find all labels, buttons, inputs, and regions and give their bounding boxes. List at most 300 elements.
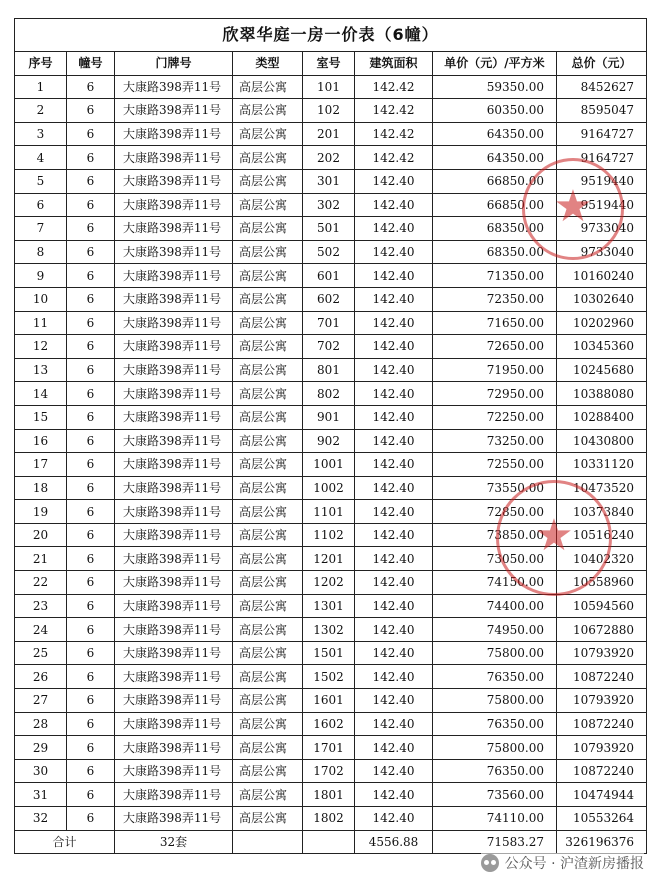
cell-room: 701 <box>303 311 355 335</box>
table-row <box>15 335 647 359</box>
table-row <box>15 122 647 146</box>
table-row <box>15 807 647 831</box>
watermark <box>481 853 644 873</box>
cell-seq: 12 <box>15 335 67 359</box>
cell-room: 1502 <box>303 665 355 689</box>
cell-building: 6 <box>67 193 115 217</box>
cell-address: 大康路398弄11号 <box>115 146 233 170</box>
cell-address: 大康路398弄11号 <box>115 122 233 146</box>
cell-building: 6 <box>67 689 115 713</box>
cell-type: 高层公寓 <box>233 311 303 335</box>
col-header-room: 室号 <box>303 52 355 76</box>
cell-building: 6 <box>67 217 115 241</box>
footer-area: 4556.88 <box>355 830 433 854</box>
cell-type: 高层公寓 <box>233 169 303 193</box>
cell-seq: 5 <box>15 169 67 193</box>
table-title: 欣翠华庭一房一价表（6幢） <box>15 19 647 52</box>
cell-room: 1201 <box>303 547 355 571</box>
cell-total-price: 8595047 <box>557 99 647 123</box>
cell-area: 142.42 <box>355 146 433 170</box>
cell-total-price: 10872240 <box>557 665 647 689</box>
cell-address: 大康路398弄11号 <box>115 429 233 453</box>
watermark-text: 公众号 · 沪渣新房播报 <box>504 856 644 872</box>
cell-total-price: 8452627 <box>557 75 647 99</box>
cell-address: 大康路398弄11号 <box>115 571 233 595</box>
cell-room: 501 <box>303 217 355 241</box>
cell-address: 大康路398弄11号 <box>115 287 233 311</box>
cell-building: 6 <box>67 240 115 264</box>
cell-seq: 15 <box>15 405 67 429</box>
cell-area: 142.42 <box>355 75 433 99</box>
cell-unit-price: 60350.00 <box>433 99 557 123</box>
cell-room: 901 <box>303 405 355 429</box>
footer-empty <box>303 830 355 854</box>
cell-building: 6 <box>67 641 115 665</box>
cell-area: 142.40 <box>355 382 433 406</box>
cell-total-price: 10872240 <box>557 759 647 783</box>
cell-seq: 1 <box>15 75 67 99</box>
cell-address: 大康路398弄11号 <box>115 641 233 665</box>
footer-empty <box>233 830 303 854</box>
cell-type: 高层公寓 <box>233 500 303 524</box>
cell-unit-price: 74110.00 <box>433 807 557 831</box>
cell-address: 大康路398弄11号 <box>115 618 233 642</box>
cell-unit-price: 64350.00 <box>433 146 557 170</box>
cell-building: 6 <box>67 122 115 146</box>
cell-building: 6 <box>67 311 115 335</box>
cell-building: 6 <box>67 783 115 807</box>
cell-unit-price: 71650.00 <box>433 311 557 335</box>
cell-unit-price: 68350.00 <box>433 217 557 241</box>
col-header-total-price: 总价（元） <box>557 52 647 76</box>
cell-type: 高层公寓 <box>233 382 303 406</box>
table-row <box>15 169 647 193</box>
cell-unit-price: 59350.00 <box>433 75 557 99</box>
cell-unit-price: 74400.00 <box>433 594 557 618</box>
cell-unit-price: 73050.00 <box>433 547 557 571</box>
cell-seq: 26 <box>15 665 67 689</box>
cell-address: 大康路398弄11号 <box>115 193 233 217</box>
cell-seq: 6 <box>15 193 67 217</box>
cell-area: 142.40 <box>355 736 433 760</box>
cell-address: 大康路398弄11号 <box>115 358 233 382</box>
cell-address: 大康路398弄11号 <box>115 311 233 335</box>
cell-building: 6 <box>67 500 115 524</box>
cell-unit-price: 74150.00 <box>433 571 557 595</box>
cell-room: 102 <box>303 99 355 123</box>
cell-total-price: 10160240 <box>557 264 647 288</box>
table-row <box>15 146 647 170</box>
cell-building: 6 <box>67 807 115 831</box>
cell-building: 6 <box>67 335 115 359</box>
cell-address: 大康路398弄11号 <box>115 736 233 760</box>
table-row <box>15 429 647 453</box>
cell-type: 高层公寓 <box>233 547 303 571</box>
star-seal-icon: ★ <box>522 158 624 260</box>
cell-address: 大康路398弄11号 <box>115 594 233 618</box>
cell-type: 高层公寓 <box>233 146 303 170</box>
table-row <box>15 311 647 335</box>
table-row <box>15 217 647 241</box>
cell-type: 高层公寓 <box>233 523 303 547</box>
cell-area: 142.40 <box>355 476 433 500</box>
table-row <box>15 618 647 642</box>
cell-total-price: 9164727 <box>557 146 647 170</box>
cell-type: 高层公寓 <box>233 618 303 642</box>
cell-unit-price: 68350.00 <box>433 240 557 264</box>
cell-building: 6 <box>67 358 115 382</box>
table-row <box>15 405 647 429</box>
cell-area: 142.40 <box>355 571 433 595</box>
cell-unit-price: 72950.00 <box>433 382 557 406</box>
cell-seq: 9 <box>15 264 67 288</box>
table-row <box>15 500 647 524</box>
price-table <box>14 18 647 854</box>
cell-room: 1701 <box>303 736 355 760</box>
footer-count: 32套 <box>115 830 233 854</box>
cell-building: 6 <box>67 429 115 453</box>
cell-area: 142.40 <box>355 807 433 831</box>
cell-total-price: 10373840 <box>557 500 647 524</box>
cell-seq: 32 <box>15 807 67 831</box>
cell-address: 大康路398弄11号 <box>115 169 233 193</box>
cell-total-price: 10202960 <box>557 311 647 335</box>
cell-area: 142.40 <box>355 169 433 193</box>
cell-address: 大康路398弄11号 <box>115 217 233 241</box>
cell-seq: 19 <box>15 500 67 524</box>
cell-type: 高层公寓 <box>233 759 303 783</box>
cell-room: 1002 <box>303 476 355 500</box>
cell-total-price: 10872240 <box>557 712 647 736</box>
cell-total-price: 10388080 <box>557 382 647 406</box>
cell-total-price: 10793920 <box>557 641 647 665</box>
footer-row <box>15 830 647 854</box>
cell-seq: 25 <box>15 641 67 665</box>
cell-room: 1602 <box>303 712 355 736</box>
cell-unit-price: 73550.00 <box>433 476 557 500</box>
table-row <box>15 571 647 595</box>
cell-address: 大康路398弄11号 <box>115 405 233 429</box>
cell-area: 142.40 <box>355 193 433 217</box>
cell-unit-price: 71350.00 <box>433 264 557 288</box>
cell-building: 6 <box>67 169 115 193</box>
cell-building: 6 <box>67 75 115 99</box>
cell-seq: 30 <box>15 759 67 783</box>
cell-unit-price: 72850.00 <box>433 500 557 524</box>
cell-building: 6 <box>67 759 115 783</box>
cell-total-price: 9519440 <box>557 193 647 217</box>
cell-building: 6 <box>67 264 115 288</box>
cell-total-price: 10245680 <box>557 358 647 382</box>
price-sheet <box>14 18 646 854</box>
cell-seq: 3 <box>15 122 67 146</box>
table-row <box>15 75 647 99</box>
cell-unit-price: 73250.00 <box>433 429 557 453</box>
cell-total-price: 10672880 <box>557 618 647 642</box>
cell-building: 6 <box>67 736 115 760</box>
cell-address: 大康路398弄11号 <box>115 547 233 571</box>
cell-seq: 23 <box>15 594 67 618</box>
cell-total-price: 10594560 <box>557 594 647 618</box>
table-row <box>15 759 647 783</box>
col-header-building: 幢号 <box>67 52 115 76</box>
cell-type: 高层公寓 <box>233 476 303 500</box>
cell-total-price: 9733040 <box>557 217 647 241</box>
cell-unit-price: 76350.00 <box>433 712 557 736</box>
cell-total-price: 10402320 <box>557 547 647 571</box>
cell-room: 302 <box>303 193 355 217</box>
cell-address: 大康路398弄11号 <box>115 99 233 123</box>
cell-seq: 21 <box>15 547 67 571</box>
cell-seq: 8 <box>15 240 67 264</box>
cell-building: 6 <box>67 405 115 429</box>
cell-room: 1601 <box>303 689 355 713</box>
cell-area: 142.40 <box>355 240 433 264</box>
cell-address: 大康路398弄11号 <box>115 523 233 547</box>
cell-unit-price: 72650.00 <box>433 335 557 359</box>
cell-seq: 2 <box>15 99 67 123</box>
table-row <box>15 99 647 123</box>
cell-unit-price: 76350.00 <box>433 759 557 783</box>
cell-seq: 14 <box>15 382 67 406</box>
cell-room: 1302 <box>303 618 355 642</box>
cell-room: 801 <box>303 358 355 382</box>
cell-building: 6 <box>67 453 115 477</box>
table-row <box>15 240 647 264</box>
cell-area: 142.40 <box>355 641 433 665</box>
cell-type: 高层公寓 <box>233 287 303 311</box>
cell-building: 6 <box>67 382 115 406</box>
cell-unit-price: 75800.00 <box>433 641 557 665</box>
cell-area: 142.40 <box>355 547 433 571</box>
cell-type: 高层公寓 <box>233 335 303 359</box>
cell-room: 1102 <box>303 523 355 547</box>
cell-address: 大康路398弄11号 <box>115 500 233 524</box>
cell-total-price: 10288400 <box>557 405 647 429</box>
cell-area: 142.40 <box>355 358 433 382</box>
table-row <box>15 641 647 665</box>
cell-seq: 10 <box>15 287 67 311</box>
cell-area: 142.40 <box>355 429 433 453</box>
cell-type: 高层公寓 <box>233 783 303 807</box>
cell-area: 142.40 <box>355 453 433 477</box>
cell-area: 142.40 <box>355 500 433 524</box>
table-row <box>15 264 647 288</box>
cell-type: 高层公寓 <box>233 122 303 146</box>
cell-unit-price: 66850.00 <box>433 193 557 217</box>
cell-room: 201 <box>303 122 355 146</box>
cell-type: 高层公寓 <box>233 405 303 429</box>
cell-room: 1101 <box>303 500 355 524</box>
cell-area: 142.40 <box>355 523 433 547</box>
cell-area: 142.40 <box>355 287 433 311</box>
cell-total-price: 9519440 <box>557 169 647 193</box>
star-seal-icon: ★ <box>496 480 612 596</box>
cell-area: 142.40 <box>355 311 433 335</box>
cell-seq: 11 <box>15 311 67 335</box>
cell-building: 6 <box>67 146 115 170</box>
cell-address: 大康路398弄11号 <box>115 476 233 500</box>
cell-building: 6 <box>67 665 115 689</box>
cell-building: 6 <box>67 547 115 571</box>
cell-unit-price: 72350.00 <box>433 287 557 311</box>
cell-seq: 31 <box>15 783 67 807</box>
cell-unit-price: 75800.00 <box>433 689 557 713</box>
cell-type: 高层公寓 <box>233 240 303 264</box>
cell-room: 202 <box>303 146 355 170</box>
cell-total-price: 9733040 <box>557 240 647 264</box>
cell-total-price: 10473520 <box>557 476 647 500</box>
table-row <box>15 665 647 689</box>
table-row <box>15 193 647 217</box>
cell-building: 6 <box>67 571 115 595</box>
cell-type: 高层公寓 <box>233 99 303 123</box>
cell-total-price: 10558960 <box>557 571 647 595</box>
cell-area: 142.40 <box>355 689 433 713</box>
cell-type: 高层公寓 <box>233 641 303 665</box>
cell-address: 大康路398弄11号 <box>115 264 233 288</box>
cell-total-price: 10516240 <box>557 523 647 547</box>
cell-seq: 24 <box>15 618 67 642</box>
col-header-unit-price: 单价（元）/平方米 <box>433 52 557 76</box>
cell-building: 6 <box>67 287 115 311</box>
col-header-area: 建筑面积 <box>355 52 433 76</box>
cell-address: 大康路398弄11号 <box>115 335 233 359</box>
cell-seq: 27 <box>15 689 67 713</box>
table-row <box>15 453 647 477</box>
cell-building: 6 <box>67 594 115 618</box>
cell-room: 601 <box>303 264 355 288</box>
cell-address: 大康路398弄11号 <box>115 453 233 477</box>
cell-type: 高层公寓 <box>233 75 303 99</box>
cell-type: 高层公寓 <box>233 429 303 453</box>
cell-type: 高层公寓 <box>233 571 303 595</box>
cell-address: 大康路398弄11号 <box>115 75 233 99</box>
cell-room: 602 <box>303 287 355 311</box>
cell-total-price: 10331120 <box>557 453 647 477</box>
cell-unit-price: 66850.00 <box>433 169 557 193</box>
cell-area: 142.40 <box>355 405 433 429</box>
cell-room: 1202 <box>303 571 355 595</box>
cell-type: 高层公寓 <box>233 712 303 736</box>
table-row <box>15 736 647 760</box>
cell-seq: 17 <box>15 453 67 477</box>
table-row <box>15 476 647 500</box>
footer-avg-price: 71583.27 <box>433 830 557 854</box>
table-row <box>15 287 647 311</box>
table-row <box>15 358 647 382</box>
header-row <box>15 52 647 76</box>
cell-seq: 29 <box>15 736 67 760</box>
cell-building: 6 <box>67 99 115 123</box>
cell-area: 142.40 <box>355 335 433 359</box>
cell-building: 6 <box>67 523 115 547</box>
cell-type: 高层公寓 <box>233 665 303 689</box>
cell-room: 1001 <box>303 453 355 477</box>
cell-total-price: 10345360 <box>557 335 647 359</box>
cell-address: 大康路398弄11号 <box>115 240 233 264</box>
cell-seq: 28 <box>15 712 67 736</box>
cell-address: 大康路398弄11号 <box>115 712 233 736</box>
table-row <box>15 783 647 807</box>
cell-area: 142.42 <box>355 122 433 146</box>
col-header-seq: 序号 <box>15 52 67 76</box>
cell-total-price: 10793920 <box>557 736 647 760</box>
cell-unit-price: 71950.00 <box>433 358 557 382</box>
cell-area: 142.40 <box>355 594 433 618</box>
cell-area: 142.40 <box>355 759 433 783</box>
cell-seq: 13 <box>15 358 67 382</box>
cell-area: 142.40 <box>355 264 433 288</box>
cell-seq: 16 <box>15 429 67 453</box>
cell-type: 高层公寓 <box>233 217 303 241</box>
cell-room: 1501 <box>303 641 355 665</box>
table-row <box>15 712 647 736</box>
table-row <box>15 594 647 618</box>
cell-room: 1702 <box>303 759 355 783</box>
cell-type: 高层公寓 <box>233 807 303 831</box>
cell-room: 502 <box>303 240 355 264</box>
cell-address: 大康路398弄11号 <box>115 665 233 689</box>
cell-unit-price: 72550.00 <box>433 453 557 477</box>
cell-total-price: 10302640 <box>557 287 647 311</box>
cell-total-price: 9164727 <box>557 122 647 146</box>
cell-seq: 22 <box>15 571 67 595</box>
table-row <box>15 523 647 547</box>
cell-area: 142.40 <box>355 712 433 736</box>
cell-room: 1802 <box>303 807 355 831</box>
cell-room: 301 <box>303 169 355 193</box>
cell-total-price: 10430800 <box>557 429 647 453</box>
cell-area: 142.42 <box>355 99 433 123</box>
cell-unit-price: 74950.00 <box>433 618 557 642</box>
cell-type: 高层公寓 <box>233 193 303 217</box>
wechat-icon <box>481 854 499 872</box>
footer-total: 326196376 <box>557 830 647 854</box>
cell-room: 702 <box>303 335 355 359</box>
cell-type: 高层公寓 <box>233 594 303 618</box>
cell-unit-price: 73850.00 <box>433 523 557 547</box>
cell-type: 高层公寓 <box>233 264 303 288</box>
cell-total-price: 10553264 <box>557 807 647 831</box>
cell-building: 6 <box>67 712 115 736</box>
cell-total-price: 10474944 <box>557 783 647 807</box>
cell-area: 142.40 <box>355 783 433 807</box>
cell-building: 6 <box>67 476 115 500</box>
cell-unit-price: 75800.00 <box>433 736 557 760</box>
col-header-type: 类型 <box>233 52 303 76</box>
cell-room: 1301 <box>303 594 355 618</box>
cell-address: 大康路398弄11号 <box>115 783 233 807</box>
col-header-address: 门牌号 <box>115 52 233 76</box>
table-body <box>15 75 647 830</box>
cell-room: 902 <box>303 429 355 453</box>
cell-unit-price: 76350.00 <box>433 665 557 689</box>
cell-seq: 4 <box>15 146 67 170</box>
cell-area: 142.40 <box>355 217 433 241</box>
cell-unit-price: 72250.00 <box>433 405 557 429</box>
cell-building: 6 <box>67 618 115 642</box>
cell-unit-price: 73560.00 <box>433 783 557 807</box>
cell-room: 802 <box>303 382 355 406</box>
cell-seq: 20 <box>15 523 67 547</box>
cell-area: 142.40 <box>355 618 433 642</box>
cell-type: 高层公寓 <box>233 358 303 382</box>
table-row <box>15 547 647 571</box>
cell-type: 高层公寓 <box>233 689 303 713</box>
cell-address: 大康路398弄11号 <box>115 759 233 783</box>
table-row <box>15 689 647 713</box>
